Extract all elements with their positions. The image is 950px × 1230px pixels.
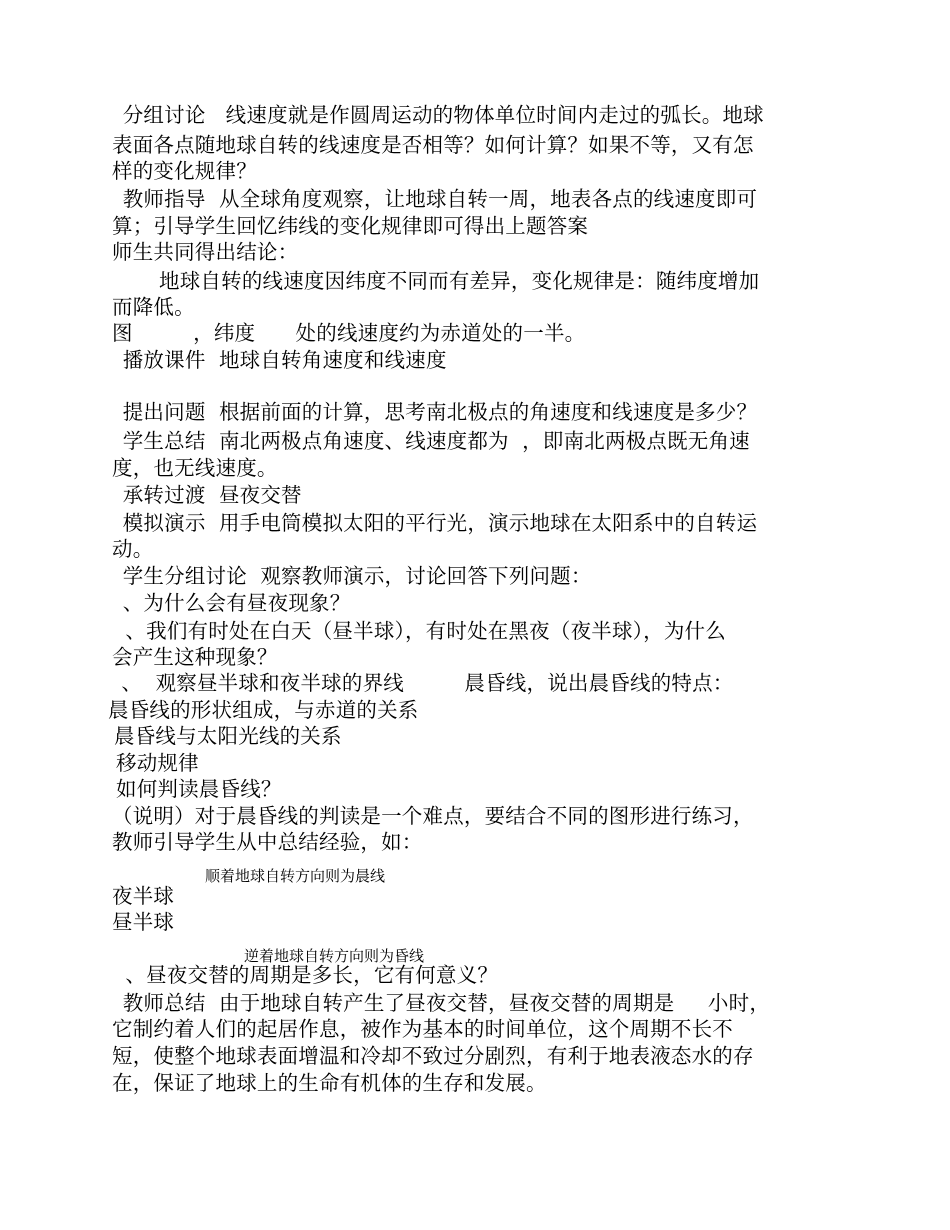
text-line: 、昼夜交替的周期是多长，它有何意义？ xyxy=(112,963,499,987)
text-line: 承转过渡 昼夜交替 xyxy=(116,483,302,507)
text-line: 提出问题 根据前面的计算，思考南北极点的角速度和线速度是多少？ xyxy=(116,400,758,424)
text-line: 而降低。 xyxy=(112,295,195,319)
text-line: 晨昏线的形状组成，与赤道的关系 xyxy=(108,698,419,722)
text-line: 教师引导学生从中总结经验，如： xyxy=(112,830,423,854)
text-line: 它制约着人们的起居作息，被作为基本的时间单位，这个周期不长不 xyxy=(112,1017,733,1041)
text-line: 教师总结 由于地球自转产生了昼夜交替，昼夜交替的周期是 小时， xyxy=(116,991,771,1015)
figure-label-night-hemisphere: 夜半球 xyxy=(112,884,175,908)
figure-label-dusk-line: 逆着地球自转方向则为昏线 xyxy=(244,947,425,965)
figure-label-day-hemisphere: 昼半球 xyxy=(112,910,175,934)
text-line: 模拟演示 用手电筒模拟太阳的平行光，演示地球在太阳系中的自转运 xyxy=(116,511,758,535)
text-line: 动。 xyxy=(112,537,154,561)
text-line: 教师指导 从全球角度观察，让地球自转一周，地表各点的线速度即可 xyxy=(116,187,758,211)
text-line: 表面各点随地球自转的线速度是否相等？如何计算？如果不等，又有怎 xyxy=(112,133,754,157)
text-line: 会产生这种现象？ xyxy=(112,645,278,669)
text-line: 图 ，纬度 处的线速度约为赤道处的一半。 xyxy=(112,321,586,345)
text-line: 分组讨论 线速度就是作圆周运动的物体单位时间内走过的弧长。地球 xyxy=(116,103,764,127)
text-line: 播放课件 地球自转角速度和线速度 xyxy=(116,348,447,372)
text-line: 移动规律 xyxy=(116,751,199,775)
text-line: 晨昏线与太阳光线的关系 xyxy=(114,724,342,748)
text-line: 、我们有时处在白天（昼半球），有时处在黑夜（夜半球），为什么 xyxy=(112,619,726,643)
text-line: 地球自转的线速度因纬度不同而有差异，变化规律是：随纬度增加 xyxy=(112,269,760,293)
text-line: 样的变化规律？ xyxy=(112,159,257,183)
text-line: 、 观察昼半球和夜半球的界线 晨昏线，说出晨昏线的特点： xyxy=(108,671,734,695)
text-line: 度，也无线速度。 xyxy=(112,456,278,480)
text-line: 如何判读晨昏线？ xyxy=(116,777,282,801)
text-line: 在，保证了地球上的生命有机体的生存和发展。 xyxy=(112,1071,547,1095)
text-line: 学生总结 南北两极点角速度、线速度都为 ，即南北两极点既无角速 xyxy=(116,429,750,453)
text-line: 师生共同得出结论： xyxy=(112,240,299,264)
text-line: 算；引导学生回忆纬线的变化规律即可得出上题答案 xyxy=(112,214,589,238)
text-line: 学生分组讨论 观察教师演示，讨论回答下列问题： xyxy=(116,564,592,588)
text-line: 、为什么会有昼夜现象？ xyxy=(116,591,351,615)
figure-label-dawn-line: 顺着地球自转方向则为晨线 xyxy=(205,867,386,885)
text-line: （说明）对于晨昏线的判读是一个难点，要结合不同的图形进行练习， xyxy=(112,804,754,828)
text-line: 短，使整个地球表面增温和冷却不致过分剧烈，有利于地表液态水的存 xyxy=(112,1044,754,1068)
